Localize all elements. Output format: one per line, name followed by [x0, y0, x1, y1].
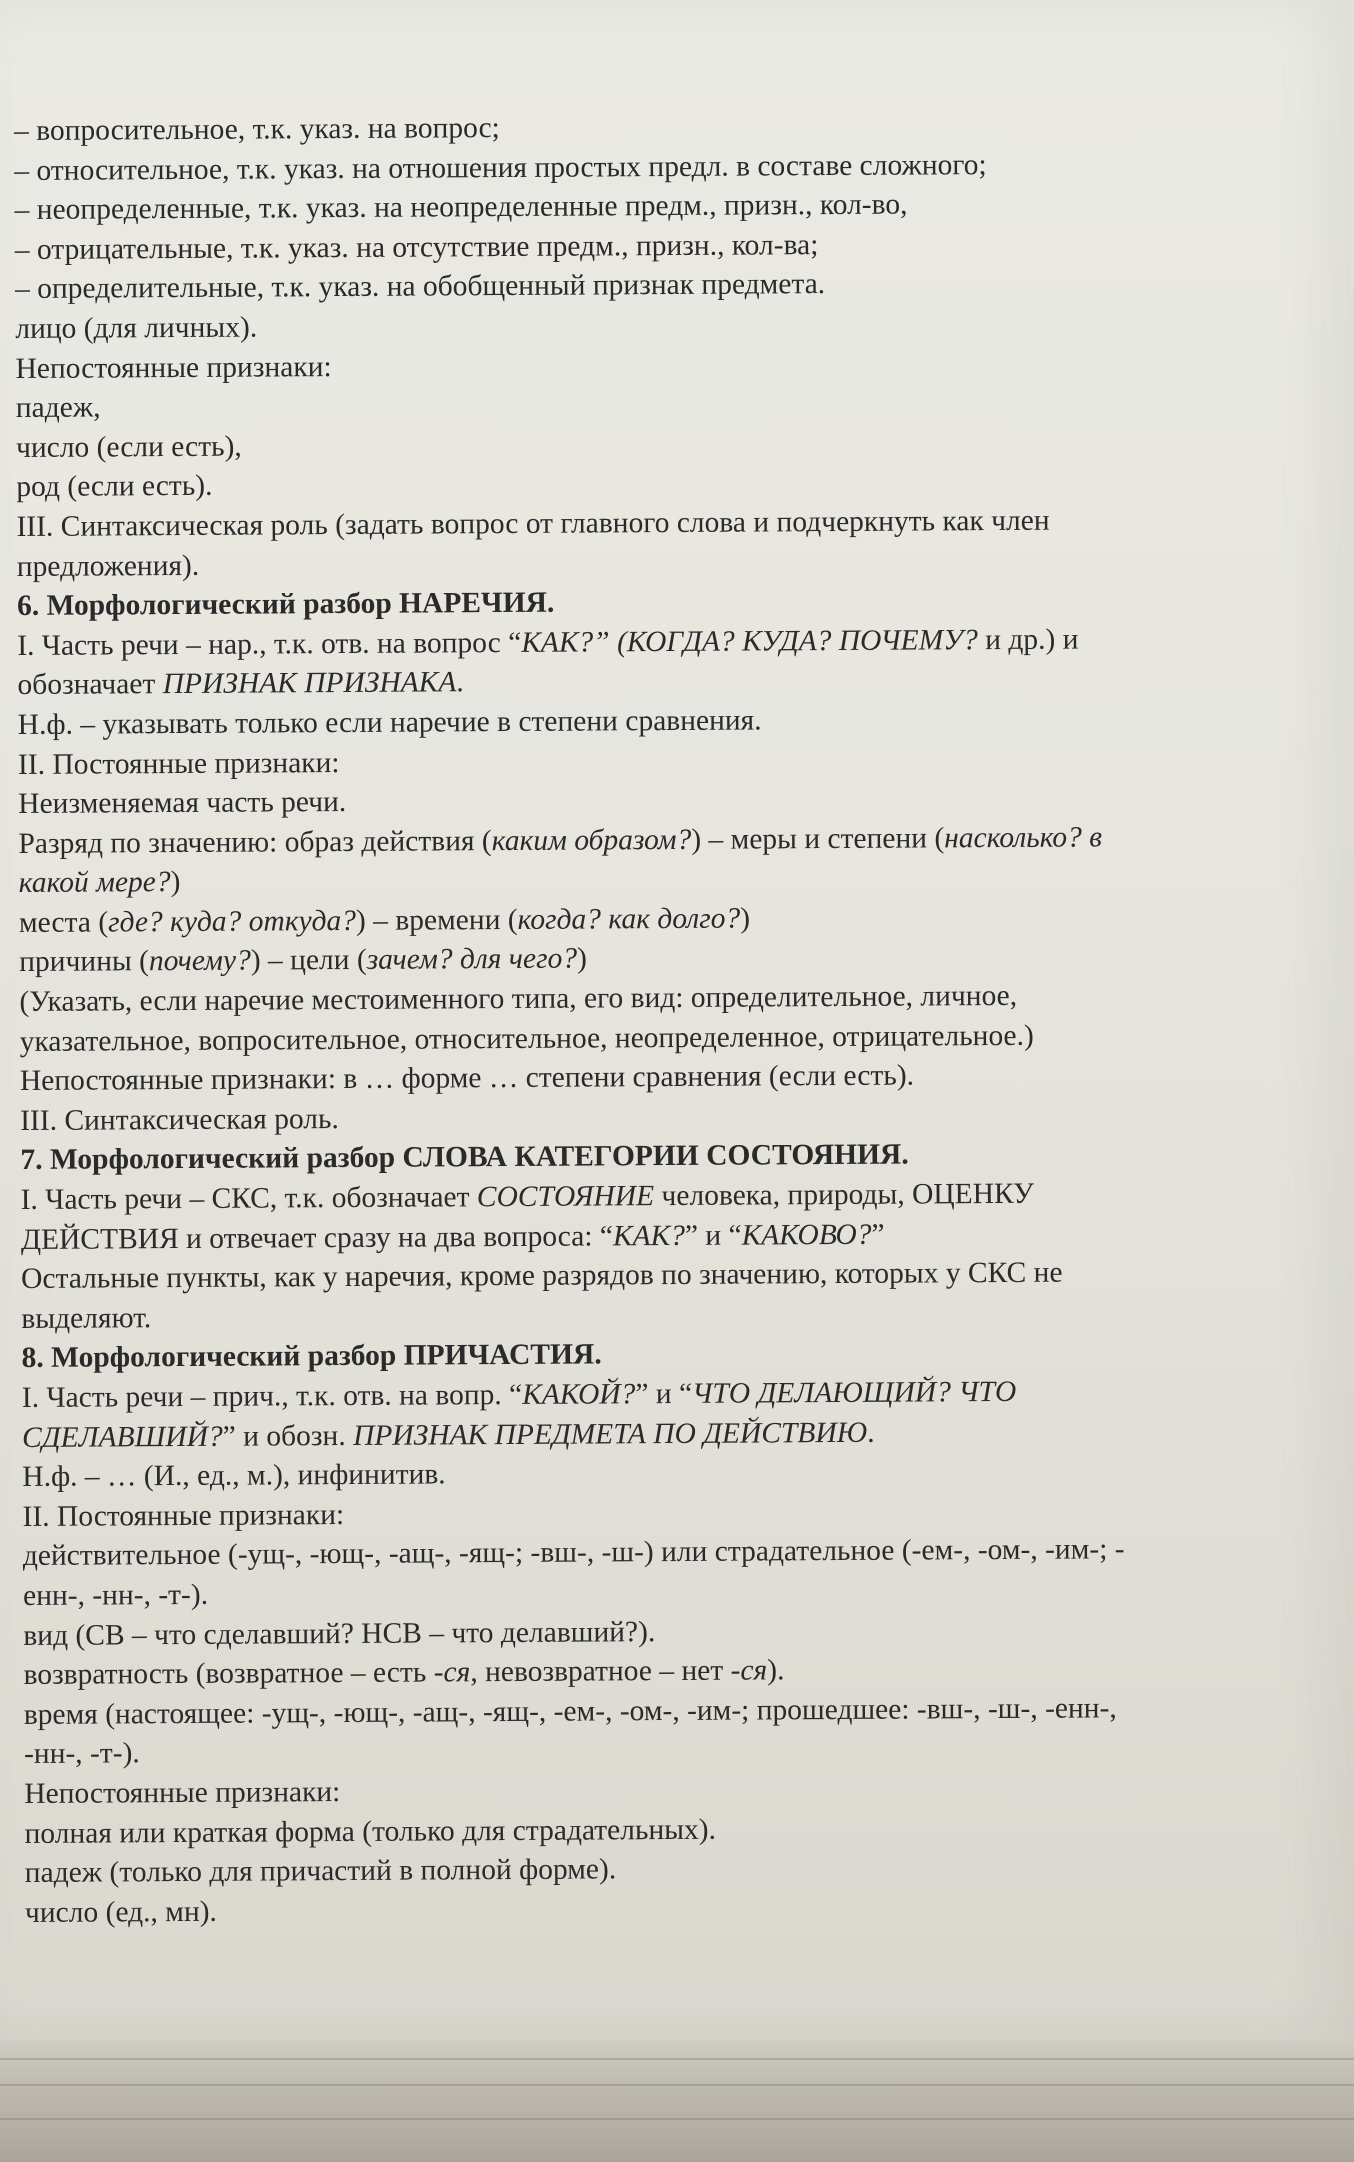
text-line: выделяют. — [21, 1301, 152, 1335]
text-line: число (если есть), — [15, 430, 242, 464]
text-line: падеж, — [15, 391, 101, 425]
text-line: III. Синтаксическая роль (задать вопрос от главного слова и подчеркнуть как член — [16, 504, 1050, 543]
text-line: II. Постоянные признаки: — [22, 1498, 345, 1533]
text-line: енн-, -нн-, -т-). — [22, 1578, 209, 1612]
text-line: ДЕЙСТВИЯ и отвечает сразу на два вопроса: “КАК?” и “КАКОВО?” — [20, 1218, 885, 1256]
text-line: Разряд по значению: образ действия (каким образом?) – меры и степени (насколько? в — [18, 821, 1103, 860]
section-heading-participle: 8. Морфологический разбор ПРИЧАСТИЯ. — [21, 1338, 602, 1375]
text-line: (Указать, если наречие местоименного типа, его вид: определительное, личное, — [19, 979, 1018, 1019]
text-line: возвратность (возвратное – есть -ся, невозвратное – нет -ся). — [23, 1654, 785, 1692]
text-line: – неопределенные, т.к. указ. на неопределенные предм., призн., кол-во, — [14, 188, 908, 227]
text-line: -нн-, -т-). — [23, 1737, 140, 1771]
text-line: Н.ф. – указывать только если наречие в степени сравнения. — [17, 704, 762, 741]
text-line: Остальные пункты, как у наречия, кроме разрядов по значению, которых у СКС не — [21, 1256, 1063, 1296]
text-line: Неизменяемая часть речи. — [18, 786, 347, 821]
text-line: лицо (для личных). — [15, 311, 258, 345]
text-line: I. Часть речи – СКС, т.к. обозначает СОСТОЯНИЕ человека, природы, ОЦЕНКУ — [20, 1177, 1035, 1217]
text-line: причины (почему?) – цели (зачем? для чего?) — [19, 942, 587, 979]
text-line: I. Часть речи – прич., т.к. отв. на вопр. “КАКОЙ?” и “ЧТО ДЕЛАЮЩИЙ? ЧТО — [21, 1375, 1017, 1414]
text-line: СДЕЛАВШИЙ?” и обозн. ПРИЗНАК ПРЕДМЕТА ПО ДЕЙСТВИЮ. — [21, 1416, 875, 1454]
text-line: места (где? куда? откуда?) – времени (когда? как долго?) — [18, 902, 751, 939]
text-line: полная или краткая форма (только для страдательных). — [24, 1813, 717, 1850]
text-line: время (настоящее: -ущ-, -ющ-, -ащ-, -ящ-, -ем-, -ом-, -им-; прошедшее: -вш-, -ш-, -енн-, — [23, 1692, 1117, 1731]
text-line: падеж (только для причастий в полной форме). — [24, 1853, 617, 1890]
text-line: – относительное, т.к. указ. на отношения простых предл. в составе сложного; — [14, 148, 987, 187]
text-line: – отрицательные, т.к. указ. на отсутствие предм., призн., кол-ва; — [14, 228, 819, 266]
text-line: Непостоянные признаки: в … форме … степени сравнения (если есть). — [19, 1059, 915, 1098]
text-line: род (если есть). — [16, 470, 213, 504]
text-line: обозначает ПРИЗНАК ПРИЗНАКА. — [17, 666, 464, 702]
text-line: – определительные, т.к. указ. на обобщенный признак предмета. — [14, 268, 826, 306]
text-line: II. Постоянные признаки: — [17, 746, 340, 781]
text-line: Н.ф. – … (И., ед., м.), инфинитив. — [22, 1458, 446, 1494]
text-line: III. Синтаксическая роль. — [20, 1102, 339, 1137]
text-line: I. Часть речи – нар., т.к. отв. на вопрос “КАК?” (КОГДА? КУДА? ПОЧЕМУ? и др.) и — [17, 623, 1079, 662]
page-stack-edge — [0, 2040, 1354, 2162]
text-line: предложения). — [16, 549, 200, 583]
text-line: вид (СВ – что сделавший? НСВ – что делавший?). — [23, 1615, 656, 1652]
text-line: число (ед., мн). — [24, 1895, 217, 1929]
text-line: – вопросительное, т.к. указ. на вопрос; — [14, 112, 500, 147]
section-heading-state-category: 7. Морфологический разбор СЛОВА КАТЕГОРИИ СОСТОЯНИЯ. — [20, 1138, 909, 1177]
document-text — [14, 104, 1351, 1933]
section-heading-adverb: 6. Морфологический разбор НАРЕЧИЯ. — [16, 586, 555, 623]
text-line: действительное (-ущ-, -ющ-, -ащ-, -ящ-; -вш-, -ш-) или страдательное (-ем-, -ом-, -им-; - — [22, 1533, 1125, 1573]
text-line: Непостоянные признаки: — [15, 350, 332, 385]
text-line: какой мере?) — [18, 866, 181, 900]
text-line: указательное, вопросительное, относительное, неопределенное, отрицательное.) — [19, 1019, 1034, 1058]
text-line: Непостоянные признаки: — [24, 1775, 341, 1810]
